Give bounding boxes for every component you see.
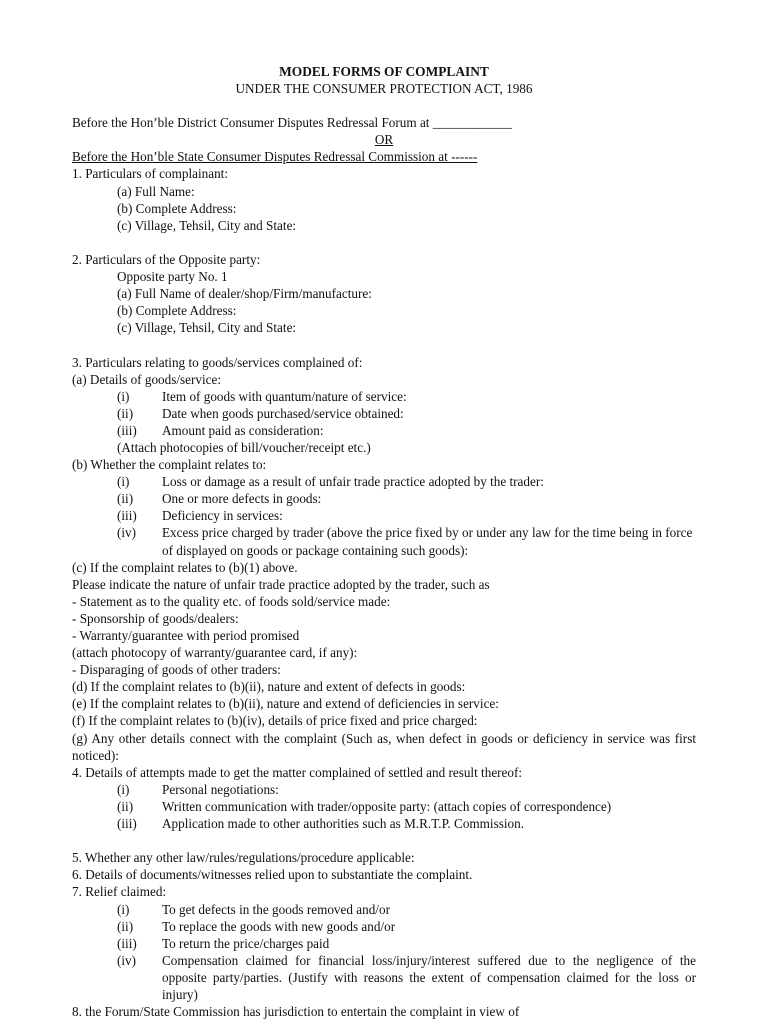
section-3a-heading: (a) Details of goods/service:: [72, 371, 222, 387]
item-number: (iv): [117, 525, 137, 541]
list-item: [72, 815, 696, 832]
item-number: (ii): [117, 798, 134, 814]
item-text: To get defects in the goods removed and/or: [162, 901, 390, 917]
item-number: (iii): [117, 816, 137, 832]
section-3c-line: (c) If the complaint relates to (b)(1) above.: [72, 559, 298, 575]
list-item: [72, 388, 696, 405]
item-text: Loss or damage as a result of unfair trade practice adopted by the trader:: [162, 474, 544, 490]
item-number: (iii): [117, 935, 137, 951]
page-subtitle: UNDER THE CONSUMER PROTECTION ACT, 1986: [235, 81, 533, 97]
section-3b-heading: (b) Whether the complaint relates to:: [72, 457, 267, 473]
section-3d-line: (d) If the complaint relates to (b)(ii), nature and extent of defects in goods:: [72, 679, 466, 695]
item-text: Application made to other authorities such as M.R.T.P. Commission.: [162, 816, 525, 832]
section-7-heading: 7. Relief claimed:: [72, 884, 167, 900]
item-text: Compensation claimed for financial loss/injury/interest suffered due to the negligence of the opposite party/parties. (Justify with reasons the extent of compensation claimed for the loss or injury): [162, 952, 696, 1002]
item-text: Written communication with trader/opposite party: (attach copies of correspondence): [162, 798, 612, 814]
complaint-form-page: [72, 63, 696, 1020]
section-1-item: (a) Full Name:: [117, 183, 195, 199]
item-text: Personal negotiations:: [162, 781, 279, 797]
before-district-line: Before the Hon’ble District Consumer Disputes Redressal Forum at ____________: [72, 115, 512, 131]
section-3c-line: Please indicate the nature of unfair trade practice adopted by the trader, such as: [72, 576, 490, 592]
or-separator: OR: [374, 132, 394, 148]
item-number: (iii): [117, 508, 137, 524]
list-item: [72, 781, 696, 798]
list-item: [72, 918, 696, 935]
section-2-item: (b) Complete Address:: [117, 303, 237, 319]
section-3f-line: (f) If the complaint relates to (b)(iv), details of price fixed and price charged:: [72, 713, 478, 729]
item-number: (ii): [117, 918, 134, 934]
opposite-party-label: Opposite party No. 1: [117, 269, 228, 285]
item-number: (iv): [117, 952, 137, 968]
list-item: [72, 507, 696, 524]
section-2-item: (c) Village, Tehsil, City and State:: [117, 320, 297, 336]
list-item: [72, 901, 696, 918]
section-2-heading: 2. Particulars of the Opposite party:: [72, 251, 261, 267]
item-text: Date when goods purchased/service obtained:: [162, 405, 404, 421]
item-text: One or more defects in goods:: [162, 491, 322, 507]
list-item: [72, 524, 696, 558]
list-item: [72, 798, 696, 815]
section-6-line: 6. Details of documents/witnesses relied upon to substantiate the complaint.: [72, 867, 473, 883]
item-number: (iii): [117, 422, 137, 438]
item-text: To return the price/charges paid: [162, 935, 330, 951]
item-number: (ii): [117, 491, 134, 507]
list-item: [72, 935, 696, 952]
item-text: Amount paid as consideration:: [162, 422, 324, 438]
section-4-heading: 4. Details of attempts made to get the matter complained of settled and result thereof:: [72, 764, 523, 780]
section-3c-line: - Warranty/guarantee with period promised: [72, 628, 300, 643]
section-5-line: 5. Whether any other law/rules/regulations/procedure applicable:: [72, 850, 415, 866]
section-2-item: (a) Full Name of dealer/shop/Firm/manufacture:: [117, 286, 372, 302]
section-3-heading: 3. Particulars relating to goods/services complained of:: [72, 354, 363, 370]
section-3c-line: (attach photocopy of warranty/guarantee card, if any):: [72, 645, 358, 661]
item-number: (i): [117, 388, 130, 404]
list-item: [72, 473, 696, 490]
item-text: Item of goods with quantum/nature of service:: [162, 388, 407, 404]
section-3g-paragraph: (g) Any other details connect with the complaint (Such as, when defect in goods or deficiency in service was first noticed):: [72, 730, 696, 763]
list-item: [72, 490, 696, 507]
section-1-item: (b) Complete Address:: [117, 200, 237, 216]
list-item: [72, 952, 696, 1003]
list-item: [72, 422, 696, 439]
item-number: (i): [117, 474, 130, 490]
section-3c-line: - Disparaging of goods of other traders:: [72, 662, 281, 678]
before-state-line: Before the Hon’ble State Consumer Disputes Redressal Commission at ------: [72, 149, 478, 165]
item-number: (i): [117, 781, 130, 797]
list-item: [72, 405, 696, 422]
section-8-line: 8. the Forum/State Commission has jurisdiction to entertain the complaint in view of: [72, 1004, 520, 1020]
item-text: To replace the goods with new goods and/or: [162, 918, 396, 934]
section-3c-line: - Sponsorship of goods/dealers:: [72, 610, 239, 626]
item-number: (i): [117, 901, 130, 917]
attachment-note: (Attach photocopies of bill/voucher/receipt etc.): [117, 439, 371, 455]
section-1-heading: 1. Particulars of complainant:: [72, 166, 229, 182]
section-3e-line: (e) If the complaint relates to (b)(ii), nature and extend of deficiencies in service:: [72, 696, 499, 712]
item-number: (ii): [117, 405, 134, 421]
section-3c-line: - Statement as to the quality etc. of foods sold/service made:: [72, 593, 391, 609]
item-text: Deficiency in services:: [162, 508, 283, 524]
page-title: MODEL FORMS OF COMPLAINT: [279, 64, 489, 79]
section-1-item: (c) Village, Tehsil, City and State:: [117, 217, 297, 233]
item-text: Excess price charged by trader (above the price fixed by or under any law for the time being in force of displayed on goods or package containing such goods):: [162, 525, 693, 558]
